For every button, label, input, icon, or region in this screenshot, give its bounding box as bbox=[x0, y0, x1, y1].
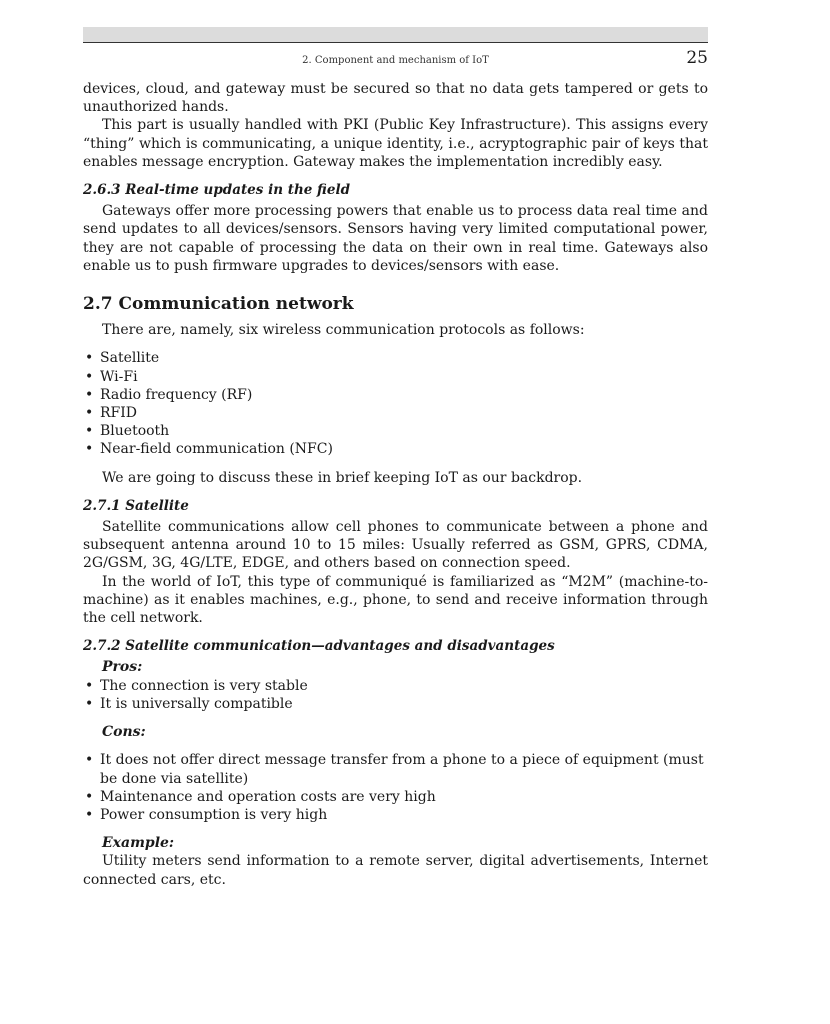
list-item: • Radio frequency (RF) bbox=[83, 386, 708, 404]
section-heading-2-6-3: 2.6.3 Real-time updates in the field bbox=[83, 182, 351, 199]
list-item: • Maintenance and operation costs are very high bbox=[83, 788, 708, 806]
list-item: • Power consumption is very high bbox=[83, 806, 708, 824]
pros-label: Pros: bbox=[102, 659, 143, 676]
page-number: 25 bbox=[686, 48, 708, 68]
pros-list bbox=[83, 677, 708, 713]
list-item: • The connection is very stable bbox=[83, 677, 708, 695]
example-label: Example: bbox=[102, 835, 175, 852]
list-item: • It does not offer direct message transfer from a phone to a piece of equipment (must be done via satellite) bbox=[83, 751, 708, 787]
list-item: • Wi-Fi bbox=[83, 368, 708, 386]
section-2-7-paragraph-1: There are, namely, six wireless communication protocols as follows: bbox=[102, 322, 585, 339]
section-heading-2-7-1: 2.7.1 Satellite bbox=[83, 497, 189, 514]
list-item: • Satellite bbox=[83, 349, 708, 367]
section-2-7-paragraph-2: We are going to discuss these in brief keeping IoT as our backdrop. bbox=[102, 469, 583, 486]
cons-list bbox=[83, 751, 708, 824]
protocol-list bbox=[83, 349, 708, 458]
section-2-7-1-paragraph-1: Satellite communications allow cell phones to communicate between a phone and subsequent antenna around 10 to 15 miles: Usually referred as GSM, GPRS, CDMA, 2G/GSM, 3G, 4G/LTE, EDGE, and others based on connection speed. bbox=[83, 519, 708, 572]
intro-paragraph-2: This part is usually handled with PKI (Public Key Infrastructure). This assigns every “thing” which is communicating, a unique identity, i.e., acryptographic pair of keys that enables message encryption. Gateway makes the implementation incredibly easy. bbox=[83, 117, 708, 170]
page-body bbox=[83, 80, 708, 889]
header-rule bbox=[83, 42, 708, 43]
running-title: 2. Component and mechanism of IoT bbox=[302, 55, 489, 66]
intro-paragraph-1: devices, cloud, and gateway must be secured so that no data gets tampered or gets to unauthorized hands. bbox=[83, 81, 708, 116]
section-2-6-3-paragraph: Gateways offer more processing powers that enable us to process data real time and send updates to all devices/sensors. Sensors having very limited computational power, they are not capable of processing the data on their own in real time. Gateways also enable us to push firmware upgrades to devices/sensors with ease. bbox=[83, 203, 708, 274]
list-item: • Bluetooth bbox=[83, 422, 708, 440]
section-heading-2-7-2: 2.7.2 Satellite communication—advantages and disadvantages bbox=[83, 638, 555, 655]
header-bar bbox=[83, 27, 708, 42]
list-item: • It is universally compatible bbox=[83, 695, 708, 713]
list-item: • Near-field communication (NFC) bbox=[83, 440, 708, 458]
section-heading-2-7: 2.7 Communication network bbox=[83, 294, 354, 315]
list-item: • RFID bbox=[83, 404, 708, 422]
running-head bbox=[83, 48, 708, 71]
section-2-7-1-paragraph-2: In the world of IoT, this type of communiqué is familiarized as “M2M” (machine-to-machine) as it enables machines, e.g., phone, to send and receive information through the cell network. bbox=[83, 573, 708, 627]
example-paragraph: Utility meters send information to a remote server, digital advertisements, Internet connected cars, etc. bbox=[83, 853, 708, 888]
cons-label: Cons: bbox=[102, 724, 146, 741]
